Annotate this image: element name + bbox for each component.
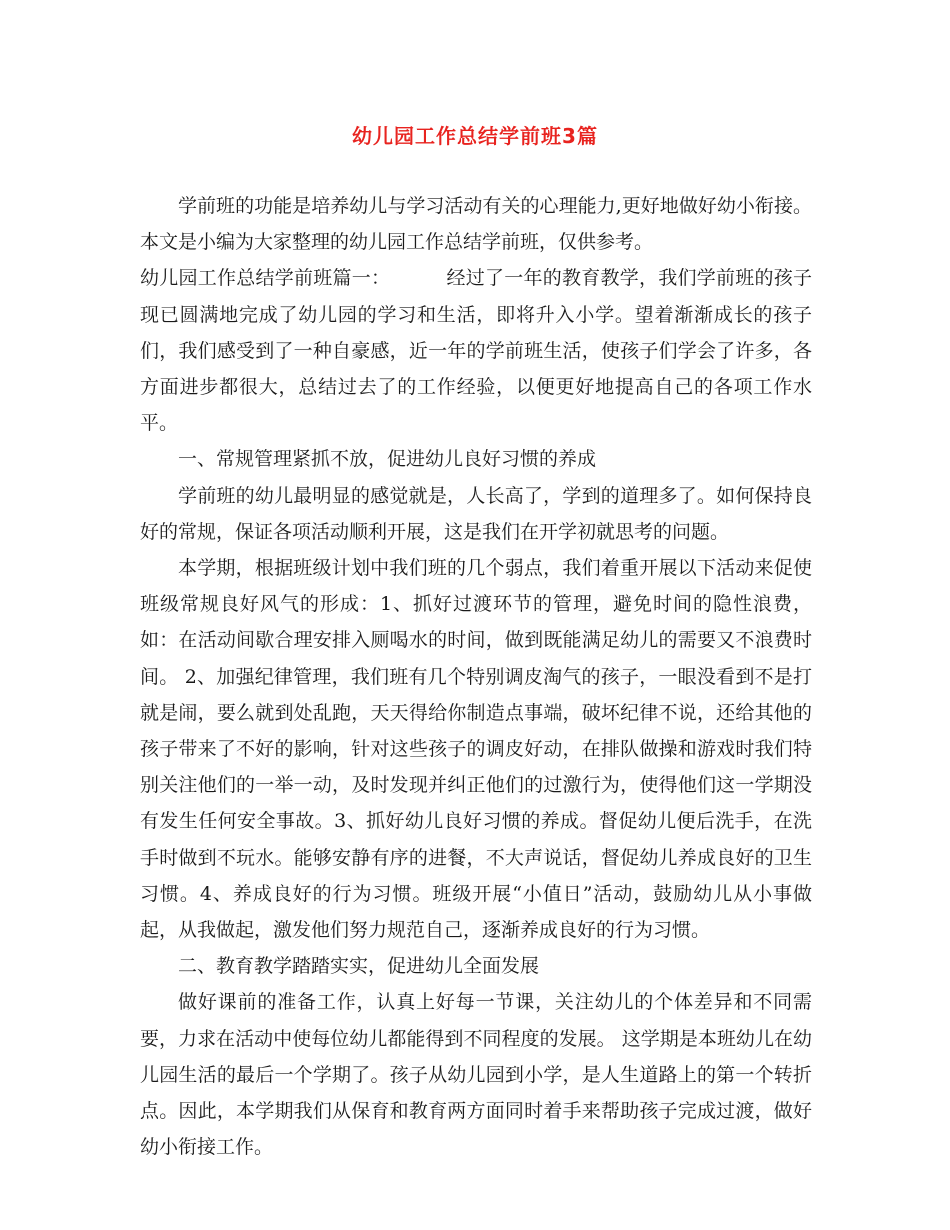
heading-1: 一、常规管理紧抓不放，促进幼儿良好习惯的养成: [178, 448, 597, 471]
heading-2: 二、教育教学踏踏实实，促进幼儿全面发展: [178, 955, 540, 978]
section-label: 幼儿园工作总结学前班篇一：: [140, 267, 391, 290]
paragraph-3: 做好课前的准备工作，认真上好每一节课，关注幼儿的个体差异和不同需要，力求在活动中使每位幼儿都能得到不同程度的发展。 这学期是本班幼儿在幼儿园生活的最后一个学期了。孩子从幼儿园到小学，是人生道路上的第一个转折点。因此，本学期我们从保育和教育两方面同时着手来帮助孩子完成过渡，做好幼小衔接工作。: [140, 991, 812, 1159]
section-text: 经过了一年的教育教学，我们学前班的孩子现已圆满地完成了幼儿园的学习和生活，即将升入小学。望着渐渐成长的孩子们，我们感受到了一种自豪感，近一年的学前班生活，使孩子们学会了许多，各方面进步都很大，总结过去了的工作经验，以便更好地提高自己的各项工作水平。: [140, 267, 812, 435]
document-body: [140, 188, 812, 1165]
document-title: 幼儿园工作总结学前班3篇: [352, 124, 598, 148]
paragraph-2: 本学期，根据班级计划中我们班的几个弱点，我们着重开展以下活动来促使班级常规良好风气的形成：1、抓好过渡环节的管理，避免时间的隐性浪费，如：在活动间歇合理安排入厕喝水的时间，做到既能满足幼儿的需要又不浪费时间。 2、加强纪律管理，我们班有几个特别调皮淘气的孩子，一眼没看到不是打就是闹，要么就到处乱跑，天天得给你制造点事端，破坏纪律不说，还给其他的孩子带来了不好的影响，针对这些孩子的调皮好动，在排队做操和游戏时我们特别关注他们的一举一动，及时发现并纠正他们的过激行为，使得他们这一学期没有发生任何安全事故。3、抓好幼儿良好习惯的养成。督促幼儿便后洗手，在洗手时做到不玩水。能够安静有序的进餐，不大声说话，督促幼儿养成良好的卫生习惯。4、养成良好的行为习惯。班级开展“小值日”活动，鼓励幼儿从小事做起，从我做起，激发他们努力规范自己，逐渐养成良好的行为习惯。: [140, 557, 812, 942]
section-paragraph: [140, 260, 812, 441]
paragraph-1: 学前班的幼儿最明显的感觉就是，人长高了，学到的道理多了。如何保持良好的常规，保证各项活动顺利开展，这是我们在开学初就思考的问题。: [140, 484, 812, 543]
intro-paragraph: 学前班的功能是培养幼儿与学习活动有关的心理能力,更好地做好幼小衔接。本文是小编为大家整理的幼儿园工作总结学前班，仅供参考。: [140, 195, 812, 254]
